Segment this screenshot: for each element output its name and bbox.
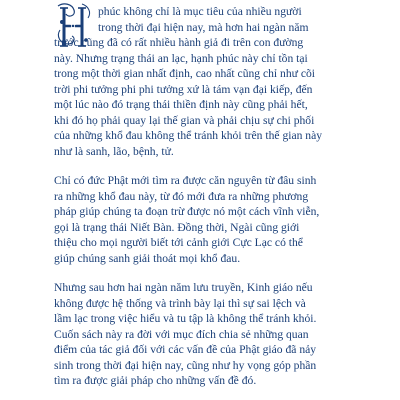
text-line: Cuốn sách này ra đời với mục đích chia sẻ những quan	[54, 327, 309, 341]
text-line: một lúc nào đó trạng thái thiền định này cũng phải hết,	[54, 98, 308, 111]
text-line: pháp giúp chúng ta đoạn trừ được nó một cách vĩnh viễn,	[54, 205, 320, 218]
text-line: lầm lạc trong việc hiểu và tu tập là không thể tránh khỏi.	[54, 312, 317, 325]
text-line: của những khổ đau không thể tránh khỏi trên thế gian này	[54, 129, 323, 142]
text-line: phúc không chỉ là mục tiêu của nhiều người	[98, 5, 302, 18]
text-line: tìm ra được giải pháp cho những vấn đề đó.	[54, 374, 257, 387]
paragraph-1	[54, 4, 364, 159]
text-line: giúp chúng sanh giải thoát mọi khổ đau.	[54, 251, 241, 265]
text-line: không được hệ thống và trình bày lại thì sự sai lệch và	[54, 296, 306, 310]
text-line: Nhưng sau hơn hai ngàn năm lưu truyền, Kinh giáo nếu	[54, 281, 313, 294]
body-text	[54, 4, 364, 389]
paragraph-3	[54, 280, 364, 389]
text-line: gọi là trạng thái Niết Bàn. Đồng thời, Ngài cũng giới	[54, 220, 300, 234]
text-line: trong thời đại hiện nay, mà hơn hai ngàn năm	[98, 20, 309, 34]
text-line: trước cũng đã có rất nhiều hành giả đi trên con đường	[54, 36, 304, 49]
text-line: điểm của tác giả đối với các vấn đề của Phật giáo đã nảy	[54, 343, 317, 356]
text-line: trong một thời gian nhất định, cao nhất cũng chỉ như cõi	[54, 67, 315, 80]
paragraph-2	[54, 173, 364, 266]
text-line: Chỉ có đức Phật mới tìm ra được căn nguyên từ đâu sinh	[54, 174, 317, 187]
text-line: trời phi tưởng phi phi tưởng xứ là tám vạn đại kiếp, đến	[54, 82, 313, 96]
text-line: như là sanh, lão, bệnh, tử.	[54, 144, 174, 158]
text-line: ra những khổ đau này, từ đó mới đưa ra những phương	[54, 189, 309, 203]
text-line: này. Nhưng trạng thái an lạc, hạnh phúc này chỉ tồn tại	[54, 51, 308, 65]
text-line: khi đó họ phải quay lại thế gian và phải chịu sự chi phối	[54, 113, 315, 127]
dropcap-letter: H	[70, 23, 76, 32]
text-line: thiệu cho mọi người biết tới cảnh giới Cực Lạc có thể	[54, 236, 303, 249]
text-line: sinh trong thời đại hiện nay, cũng như hy vọng góp phần	[54, 358, 317, 372]
